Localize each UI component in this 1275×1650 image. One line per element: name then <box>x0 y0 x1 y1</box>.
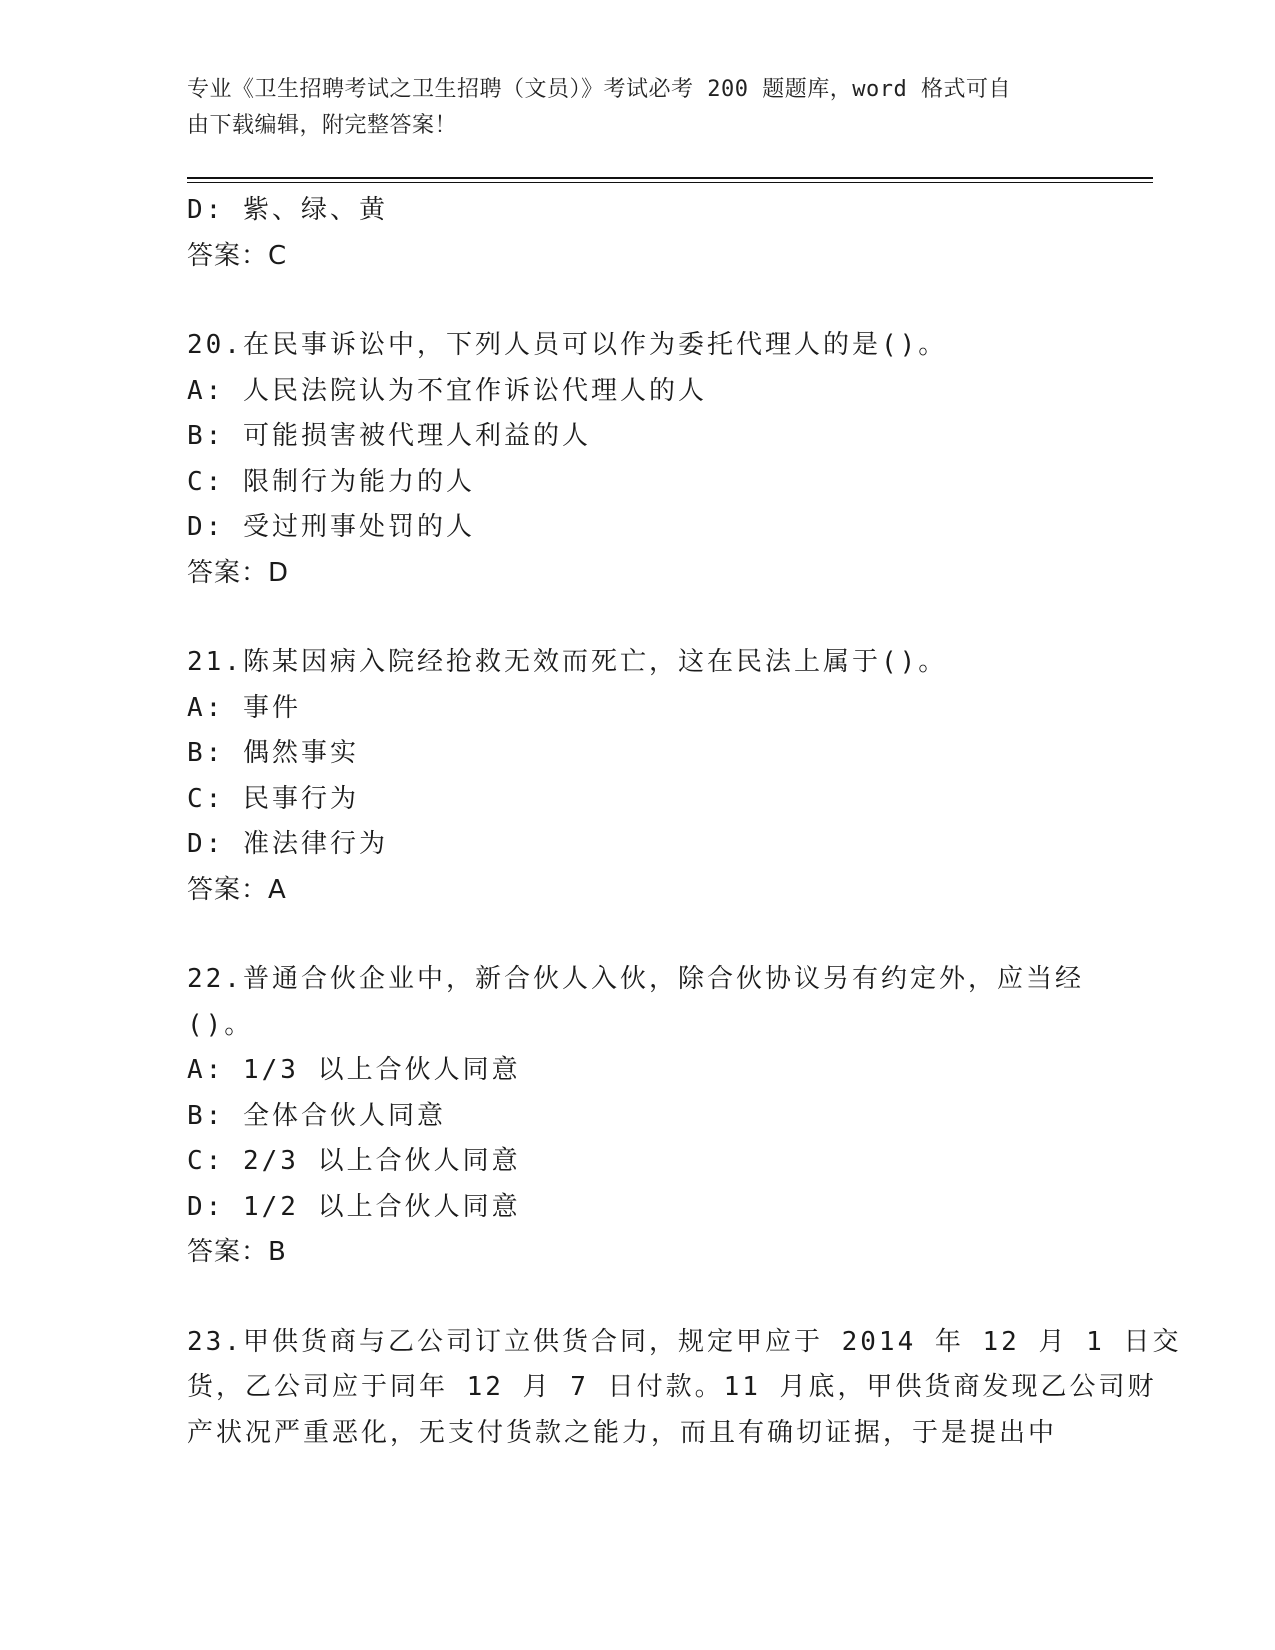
option-c: C: 民事行为 <box>187 783 359 814</box>
option-b: B: 全体合伙人同意 <box>187 1100 446 1131</box>
spacer <box>187 1276 1077 1320</box>
option-d: D: 准法律行为 <box>187 829 388 859</box>
option-d: D: 受过刑事处罚的人 <box>187 512 475 542</box>
header-line-1: 专业《卫生招聘考试之卫生招聘（文员）》考试必考 200 题题库，word 格式可自 <box>187 77 1011 102</box>
header-line-2: 由下载编辑，附完整答案！ <box>187 113 458 138</box>
question-stem-line-1: 22.普通合伙企业中，新合伙人入伙，除合伙协议另有约定外，应当经 <box>187 964 1084 994</box>
question-stem: 20.在民事诉讼中，下列人员可以作为委托代理人的是()。 <box>187 330 948 360</box>
question-stem-line-2: ()。 <box>187 1009 254 1040</box>
prev-option-d: D: 紫、绿、黄 <box>187 195 388 225</box>
answer: 答案：D <box>187 557 290 588</box>
option-c: C: 限制行为能力的人 <box>187 466 475 497</box>
option-d: D: 1/2 以上合伙人同意 <box>187 1191 521 1222</box>
option-a: A: 事件 <box>187 692 301 723</box>
question-20 <box>187 323 1077 596</box>
answer: 答案：B <box>187 1237 287 1267</box>
question-content <box>187 188 1182 1456</box>
question-stem-line-2: 货，乙公司应于同年 12 月 7 日付款。11 月底，甲供货商发现乙公司财 <box>187 1372 1157 1402</box>
question-21 <box>187 640 1077 913</box>
option-b: B: 偶然事实 <box>187 738 359 768</box>
header-rule-thin <box>187 182 1153 183</box>
spacer <box>187 913 1077 957</box>
question-stem: 21.陈某因病入院经抢救无效而死亡，这在民法上属于()。 <box>187 647 948 677</box>
spacer <box>187 279 1077 323</box>
option-c: C: 2/3 以上合伙人同意 <box>187 1146 521 1176</box>
question-stem-line-1: 23.甲供货商与乙公司订立供货合同，规定甲应于 2014 年 12 月 1 日交 <box>187 1326 1182 1357</box>
prev-answer: 答案：C <box>187 240 288 271</box>
header-rule-thick <box>187 177 1153 179</box>
document-header <box>187 72 1067 144</box>
question-stem-line-3: 产状况严重恶化，无支付货款之能力，而且有确切证据，于是提出中 <box>187 1417 1058 1448</box>
question-23 <box>187 1320 1182 1457</box>
answer: 答案：A <box>187 874 287 905</box>
option-a: A: 人民法院认为不宜作诉讼代理人的人 <box>187 375 707 406</box>
option-b: B: 可能损害被代理人利益的人 <box>187 421 591 451</box>
option-a: A: 1/3 以上合伙人同意 <box>187 1055 521 1085</box>
question-22 <box>187 957 1084 1276</box>
spacer <box>187 596 1077 640</box>
